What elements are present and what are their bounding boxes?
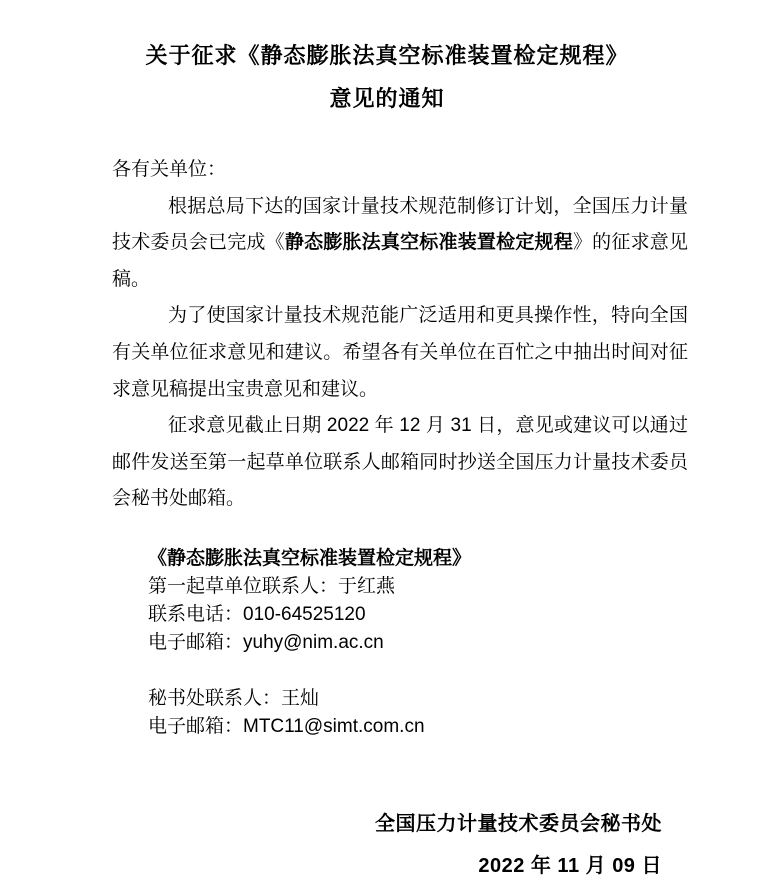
paragraph-3: 征求意见截止日期 2022 年 12 月 31 日，意见或建议可以通过邮件发送至第一起草单位联系人邮箱同时抄送全国压力计量技术委员会秘书处邮箱。 [112, 415, 688, 510]
document-title [0, 0, 774, 120]
date-line: 2022 年 11 月 09 日 [478, 854, 662, 877]
contact-secretary-email-line: 电子邮箱：MTC11@simt.com.cn [148, 715, 425, 737]
document-title-line-2: 意见的通知 [329, 86, 445, 111]
salutation: 各有关单位： [112, 159, 227, 180]
contact-block [148, 545, 688, 741]
contact-doc-title: 《静态膨胀法真空标准装置检定规程》 [148, 547, 472, 569]
document-title-line-1: 关于征求《静态膨胀法真空标准装置检定规程》 [145, 43, 629, 68]
paragraph-1-bold-doc-title: 静态膨胀法真空标准装置检定规程 [284, 232, 573, 254]
contact-secretary-line: 秘书处联系人：王灿 [148, 687, 320, 709]
contact-drafter-line: 第一起草单位联系人：于红燕 [148, 575, 396, 597]
paragraph-2: 为了使国家计量技术规范能广泛适用和更具操作性，特向全国有关单位征求意见和建议。希望各有关单位在百忙之中抽出时间对征求意见稿提出宝贵意见和建议。 [112, 305, 688, 400]
paragraph-1-prefix: 根据总局下达的国家计量技术规范制修订计划，全国压力计量技术委员会已完成《 [112, 195, 688, 254]
contact-email-line: 电子邮箱：yuhy@nim.ac.cn [148, 631, 384, 653]
contact-phone-line: 联系电话：010-64525120 [148, 603, 366, 625]
paragraph-1-suffix: 》的征求意见稿。 [112, 232, 688, 290]
document-footer [0, 803, 662, 887]
document-body [112, 152, 688, 518]
paragraph-1 [112, 189, 688, 299]
signature-line: 全国压力计量技术委员会秘书处 [375, 812, 662, 835]
